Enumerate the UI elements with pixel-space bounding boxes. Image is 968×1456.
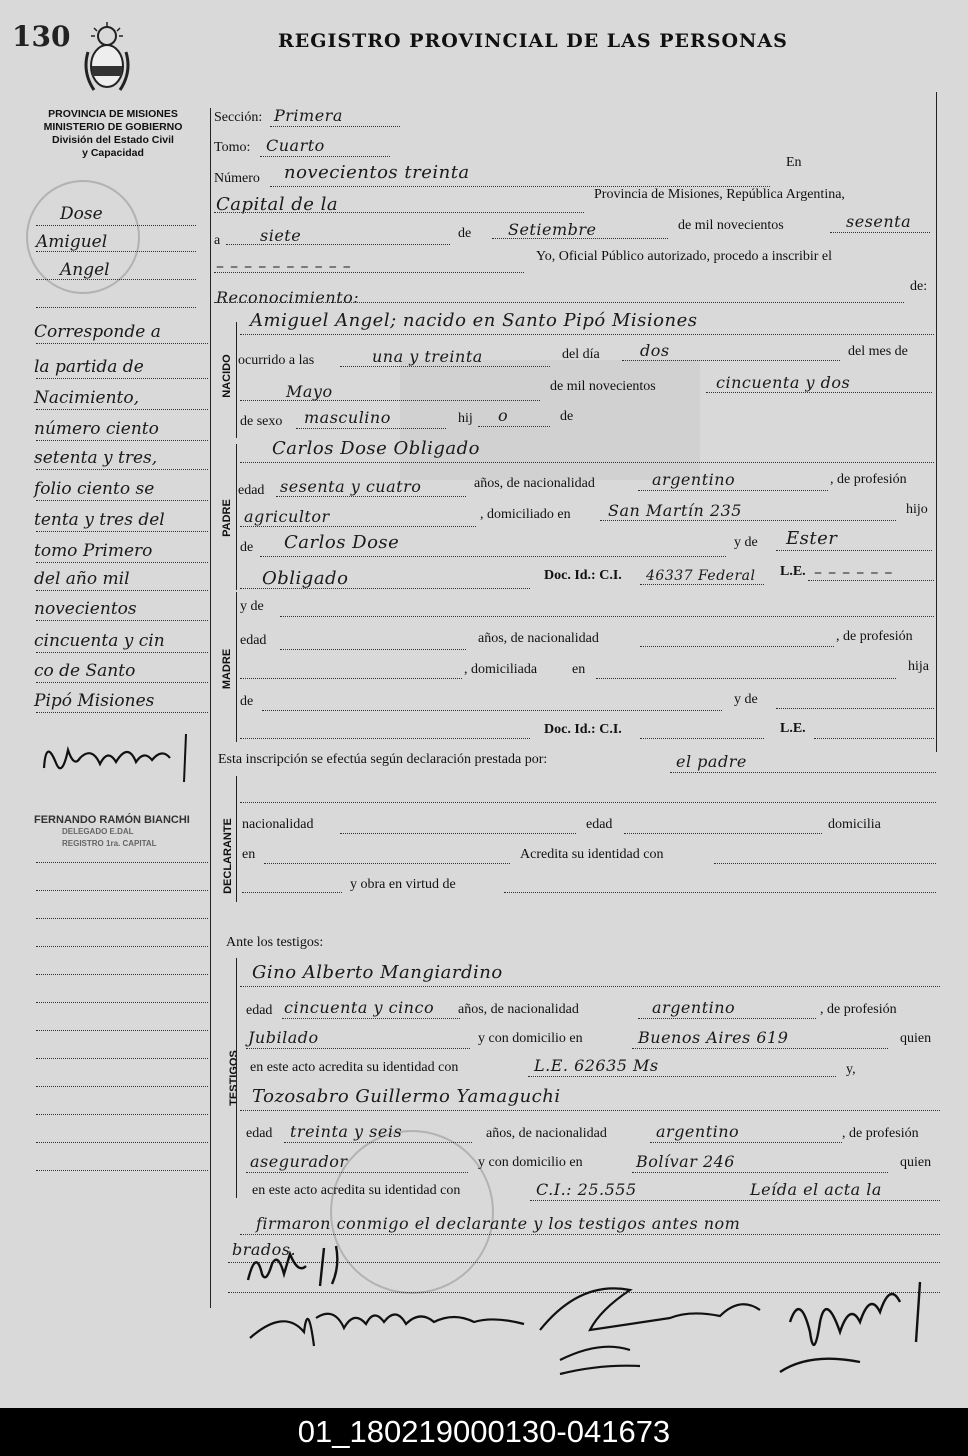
testigo2-edad-label: edad <box>246 1126 273 1141</box>
cierre-line-1: Leída el acta la <box>750 1180 882 1199</box>
padre-anios-label: años, de nacionalidad <box>474 476 595 491</box>
margin-note-line: setenta y tres, <box>34 448 158 468</box>
padre-doc-label: Doc. Id.: C.I. <box>544 568 622 583</box>
official-seal <box>330 1130 494 1294</box>
testigo1-identidad: L.E. 62635 Ms <box>534 1056 659 1075</box>
testigo1-nombre: Gino Alberto Mangiardino <box>252 962 503 983</box>
stamp-line: REGISTRO 1ra. CAPITAL <box>62 839 157 848</box>
testigo2-acredita-label: en este acto acredita su identidad con <box>252 1183 461 1198</box>
hora-value: una y treinta <box>372 347 483 366</box>
padre-de-value: Carlos Dose <box>284 532 400 553</box>
padre-apellido: Obligado <box>262 568 349 589</box>
margin-name-line: Amiguel <box>36 232 108 252</box>
margin-note-line: Corresponde a <box>34 322 161 342</box>
padre-domicilio: San Martín 235 <box>608 501 742 520</box>
ministry-line: MINISTERIO DE GOBIERNO <box>43 121 183 133</box>
madre-section-label: MADRE <box>221 648 233 690</box>
seccion-value: Primera <box>274 106 343 125</box>
image-id-caption: 01_180219000130-041673 <box>0 1408 968 1456</box>
mes-value: Setiembre <box>508 220 597 239</box>
de-colon-label: de: <box>910 279 928 294</box>
declarante-signature <box>244 1288 544 1358</box>
testigo1-domicilio-label: y con domicilio en <box>478 1031 583 1046</box>
ministry-block <box>22 108 204 160</box>
anio-value: sesenta <box>846 212 912 231</box>
testigo2-profesion-label: , de profesión <box>842 1126 919 1141</box>
margin-note-line: novecientos <box>34 599 137 619</box>
madre-doc-label: Doc. Id.: C.I. <box>544 722 622 737</box>
margin-note-line: Nacimiento, <box>34 388 140 408</box>
padre-de-label: de <box>240 540 254 555</box>
madre-de-label: de <box>240 694 254 709</box>
registrar-signature <box>244 1244 354 1288</box>
tomo-value: Cuarto <box>266 136 325 155</box>
testigo1-y-label: y, <box>846 1062 856 1077</box>
margin-signature <box>36 728 208 788</box>
margin-note-line: tomo Primero <box>34 541 153 561</box>
madre-profesion-label: , de profesión <box>836 629 913 644</box>
madre-en-label: en <box>572 662 586 677</box>
registrar-stamp <box>34 814 204 850</box>
testigo1-profesion-label: , de profesión <box>820 1002 897 1017</box>
testigo2-quien-label: quien <box>900 1155 932 1170</box>
hijo-label: hijo <box>906 502 928 517</box>
testigo2-anios-label: años, de nacionalidad <box>486 1126 607 1141</box>
numero-value: novecientos treinta <box>284 162 470 183</box>
testigo2-nacionalidad: argentino <box>656 1122 740 1141</box>
testigo2-domicilio-label: y con domicilio en <box>478 1155 583 1170</box>
domiciliada-label: , domiciliada <box>464 662 538 677</box>
padre-edad: sesenta y cuatro <box>280 477 422 496</box>
madre-le-label: L.E. <box>780 721 806 736</box>
testigo1-anios-label: años, de nacionalidad <box>458 1002 579 1017</box>
declarante-edad-label: edad <box>586 817 613 832</box>
ministry-line: PROVINCIA DE MISIONES <box>48 108 178 120</box>
margin-note-line: del año mil <box>34 569 130 589</box>
ante-label: Ante los testigos: <box>226 935 324 950</box>
madre-anios-label: años, de nacionalidad <box>478 631 599 646</box>
nacido-nombre: Amiguel Angel; nacido en Santo Pipó Misiones <box>250 310 698 331</box>
hij-value: o <box>498 406 509 425</box>
domiciliado-label: , domiciliado en <box>480 507 571 522</box>
nacido-dia: dos <box>640 341 670 360</box>
padre-section-label: PADRE <box>221 499 233 537</box>
margin-note-line: tenta y tres del <box>34 510 165 530</box>
testigo2-profesion: asegurador <box>250 1152 348 1171</box>
page-title: REGISTRO PROVINCIAL DE LAS PERSONAS <box>278 30 788 52</box>
hij-label: hij <box>458 411 473 426</box>
lugar-value: Capital de la <box>216 194 339 215</box>
nacido-mil-label: de mil novecientos <box>550 379 656 394</box>
de-label: de <box>458 226 472 241</box>
testigo1-signature <box>520 1270 780 1380</box>
nacido-mes: Mayo <box>286 382 333 401</box>
form-border <box>210 108 211 1308</box>
dash-value: – – – – – – – – – – <box>216 256 352 275</box>
padre-edad-label: edad <box>238 483 265 498</box>
declarante-nacionalidad-label: nacionalidad <box>242 817 314 832</box>
padre-profesion-label: , de profesión <box>830 472 907 487</box>
numero-label: Número <box>214 171 260 186</box>
a-label: a <box>214 233 221 248</box>
cierre-line-3: brados. <box>232 1240 297 1259</box>
testigo1-profesion: Jubilado <box>248 1028 319 1047</box>
tomo-label: Tomo: <box>214 140 251 155</box>
madre-de-value: Ester <box>786 528 838 549</box>
testigo1-quien-label: quien <box>900 1031 932 1046</box>
madre-y-de2-label: y de <box>734 692 758 707</box>
padre-le-label: L.E. <box>780 564 806 579</box>
madre-y-de-label: y de <box>240 599 264 614</box>
nacido-de-label: de <box>560 409 574 424</box>
oficial-text: Yo, Oficial Público autorizado, procedo a inscribir el <box>536 249 833 264</box>
margin-note-line: cincuenta y cin <box>34 631 165 651</box>
stamp-line: FERNANDO RAMÓN BIANCHI <box>34 814 190 826</box>
declarante-section-label: DECLARANTE <box>222 818 234 894</box>
testigo1-domicilio: Buenos Aires 619 <box>638 1028 789 1047</box>
padre-profesion: agricultor <box>244 507 330 526</box>
testigo2-identidad: C.I.: 25.555 <box>536 1180 637 1199</box>
seccion-label: Sección: <box>214 110 263 125</box>
del-dia-label: del día <box>562 347 600 362</box>
testigo2-signature <box>770 1262 940 1392</box>
en-label: En <box>786 155 802 170</box>
domicilia-label: domicilia <box>828 817 881 832</box>
nacido-anio: cincuenta y dos <box>716 373 851 392</box>
margin-note-line: folio ciento se <box>34 479 155 499</box>
stamp-line: DELEGADO E.DAL <box>62 827 134 836</box>
testigo1-edad: cincuenta y cinco <box>284 998 435 1017</box>
testigos-section-label: TESTIGOS <box>228 1050 240 1106</box>
folio-number: 130 <box>12 20 71 53</box>
del-mes-label: del mes de <box>848 344 908 359</box>
ministry-line: y Capacidad <box>82 147 144 159</box>
acredita-label: Acredita su identidad con <box>520 847 664 862</box>
mil-label: de mil novecientos <box>678 218 784 233</box>
dia-value: siete <box>260 226 302 245</box>
coat-of-arms <box>82 22 132 96</box>
testigo1-nacionalidad: argentino <box>652 998 736 1017</box>
testigo1-edad-label: edad <box>246 1003 273 1018</box>
cierre-line-2: firmaron conmigo el declarante y los testigos antes nom <box>256 1214 741 1233</box>
testigo2-domicilio: Bolívar 246 <box>636 1152 735 1171</box>
sexo-label: de sexo <box>240 414 283 429</box>
padre-nacionalidad: argentino <box>652 470 736 489</box>
margin-note-line: número ciento <box>34 419 159 439</box>
declarante-en-label: en <box>242 847 256 862</box>
margin-note-line: la partida de <box>34 357 144 377</box>
margin-name-line: Angel <box>60 260 110 280</box>
obra-label: y obra en virtud de <box>350 877 456 892</box>
testigo2-edad: treinta y seis <box>290 1122 403 1141</box>
padre-y-de-label: y de <box>734 535 758 550</box>
right-border <box>936 92 937 752</box>
nacido-section-label: NACIDO <box>221 354 233 398</box>
testigo2-nombre: Tozosabro Guillermo Yamaguchi <box>252 1086 561 1107</box>
padre-le-value: – – – – – – <box>814 562 893 581</box>
inscripcion-value: el padre <box>676 752 747 771</box>
inscripcion-text: Esta inscripción se efectúa según declaración prestada por: <box>218 752 548 767</box>
provincia-text: Provincia de Misiones, República Argentina, <box>594 187 845 202</box>
sexo-value: masculino <box>304 408 391 427</box>
padre-nombre: Carlos Dose Obligado <box>272 438 480 459</box>
margin-name-line: Dose <box>60 204 103 224</box>
testigo1-acredita-label: en este acto acredita su identidad con <box>250 1060 459 1075</box>
padre-doc-value: 46337 Federal <box>646 568 756 584</box>
ocurrido-label: ocurrido a las <box>238 353 315 368</box>
margin-note-line: Pipó Misiones <box>34 691 155 711</box>
madre-edad-label: edad <box>240 633 267 648</box>
ministry-line: División del Estado Civil <box>52 134 174 146</box>
hija-label: hija <box>908 659 929 674</box>
acto-value: Reconocimiento: <box>216 288 360 307</box>
margin-note-line: co de Santo <box>34 661 136 681</box>
